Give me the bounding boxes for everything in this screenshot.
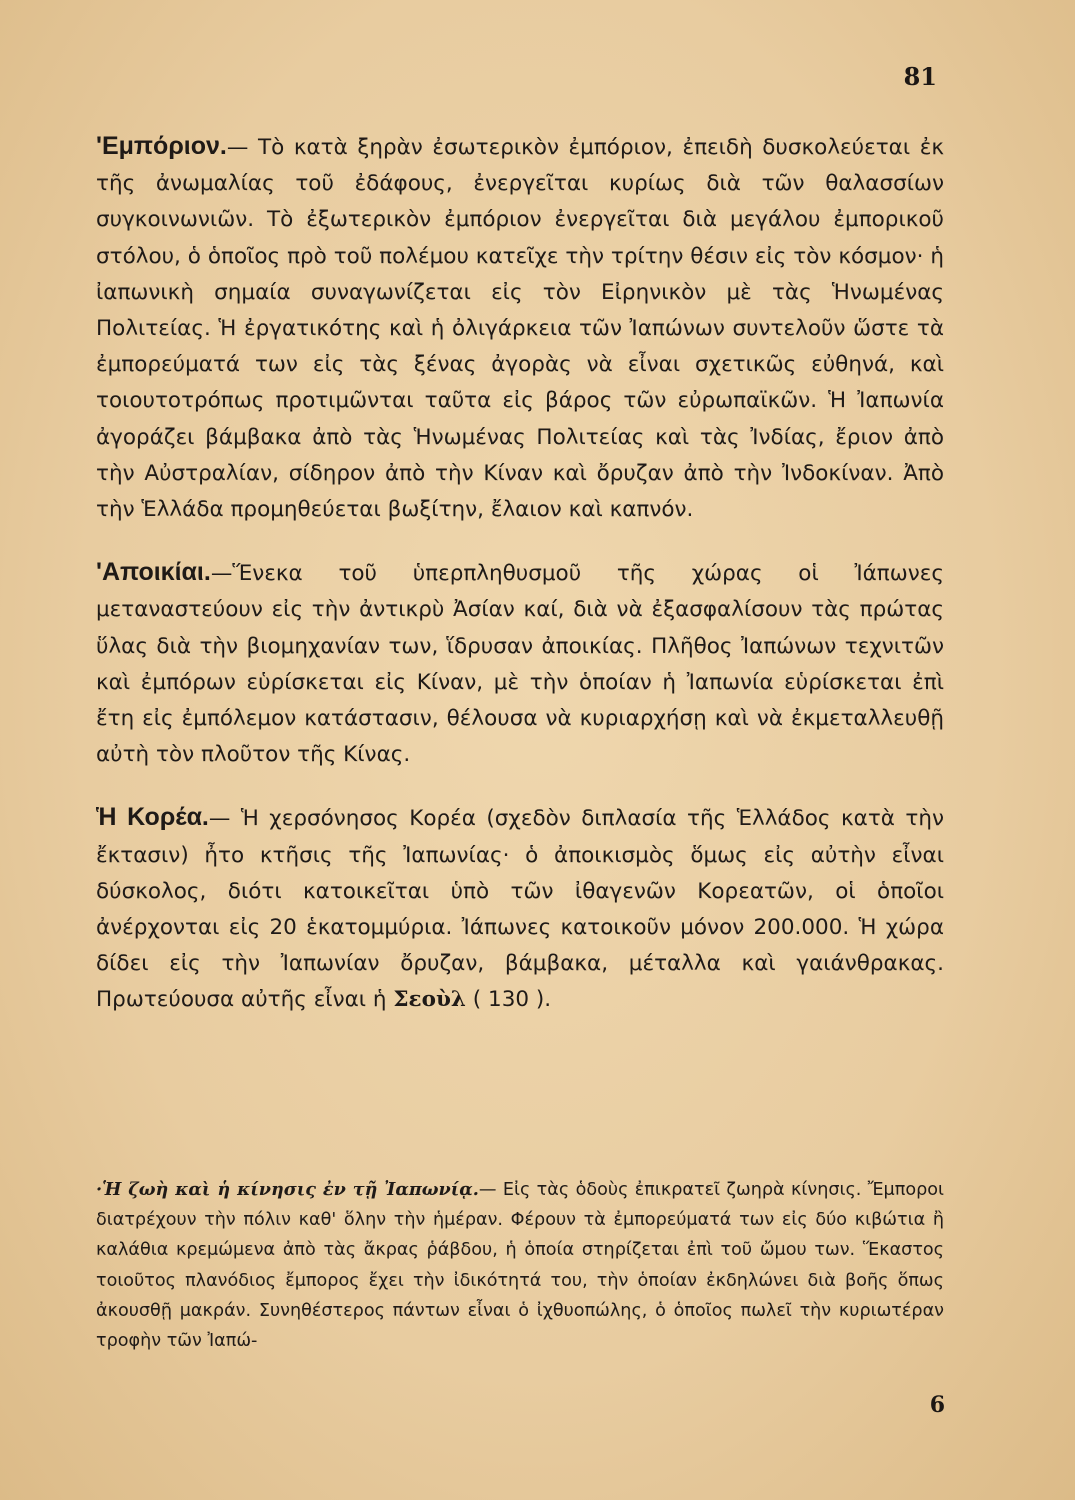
text-korea: — Ἡ χερσόνησος Κορέα (σχεδὸν διπλασία τῆς Ἑλλάδος κατὰ τὴν ἔκτασιν) ἦτο κτῆσις τῆς Ἰαπωνίας· ὁ ἀποικισμὸς ὅμως εἰς αὐτὴν εἶναι δύσκολος, διότι κατοικεῖται ὑπὸ τῶν ἰθαγενῶν Κορεατῶν, οἱ ὁποῖοι ἀνέρχονται εἰς 20 ἑκατομμύρια. Ἰάπωνες κατοικοῦν μόνον 200.000. Ἡ χώρα δίδει εἰς τὴν Ἰαπωνίαν ὄρυζαν, βάμβακα, μέταλλα καὶ γαιάνθρακας. Πρωτεύουσα αὐτῆς εἶναι ἡ (96, 806, 944, 1013)
text-commerce: — Τὸ κατὰ ξηρὰν ἐσωτερικὸν ἐμπόριον, ἐπειδὴ δυσκολεύεται ἐκ τῆς ἀνωμαλίας τοῦ ἐδάφους, ἐνεργεῖται κυρίως διὰ τῶν θαλασσίων συγκοινωνιῶν. Τὸ ἐξωτερικὸν ἐμπόριον ἐνεργεῖται διὰ μεγάλου ἐμπορικοῦ στόλου, ὁ ὁποῖος πρὸ τοῦ πολέμου κατεῖχε τὴν τρίτην θέσιν εἰς τὸν κόσμον· ἡ ἰαπωνικὴ σημαία συναγωνίζεται εἰς τὸν Εἰρηνικὸν μὲ τὰς Ἡνωμένας Πολιτείας. Ἡ ἐργατικότης καὶ ἡ ὀλιγάρκεια τῶν Ἰαπώνων συντελοῦν ὥστε τὰ ἐμπορεύματά των εἰς τὰς ξένας ἀγορὰς νὰ εἶναι σχετικῶς εὐθηνά, καὶ τοιουτοτρόπως προτιμῶνται ταῦτα εἰς βάρος τῶν εὐρωπαϊκῶν. Ἡ Ἰαπωνία ἀγοράζει βάμβακα ἀπὸ τὰς Ἡνωμένας Πολιτείας καὶ τὰς Ἰνδίας, ἔριον ἀπὸ τὴν Αὐστραλίαν, σίδηρον ἀπὸ τὴν Κίναν καὶ ὄρυζαν ἀπὸ τὴν Ἰνδοκίναν. Ἀπὸ τὴν Ἑλλάδα προμηθεύεται βωξίτην, ἔλαιον καὶ καπνόν. (96, 135, 944, 523)
capital-seoul: Σεοὺλ (393, 987, 466, 1013)
footnote-text: — Εἰς τὰς ὁδοὺς ἐπικρατεῖ ζωηρὰ κίνησις. Ἔμποροι διατρέχουν τὴν πόλιν καθ' ὅλην τὴν ἡμέραν. Φέρουν τὰ ἐμπορεύματά των εἰς δύο κιβώτια ἢ καλάθια κρεμώμενα ἀπὸ τὰς ἄκρας ῥάβδου, ἡ ὁποία στηρίζεται ἐπὶ τοῦ ὤμου των. Ἕκαστος τοιοῦτος πλανόδιος ἔμπορος ἔχει τὴν ἰδικότητά του, τὴν ὁποίαν ἐκδηλώνει διὰ βοῆς ὅπως ἀκουσθῇ μακράν. Συνηθέστερος πάντων εἶναι ὁ ἰχθυοπώλης, ὁ ὁποῖος πωλεῖ τὴν κυριωτέραν τροφὴν τῶν Ἰαπώ- (96, 1180, 944, 1352)
paragraph-colonies (96, 554, 944, 773)
heading-korea: Ἡ Κορέα. (96, 803, 209, 832)
main-text (96, 128, 944, 1045)
heading-commerce: 'Εμπόριον. (96, 132, 227, 160)
paragraph-commerce (96, 128, 944, 528)
footnote (96, 1175, 944, 1356)
paragraph-korea (96, 799, 944, 1018)
footnote-heading: ·Ἡ ζωὴ καὶ ἡ κίνησις ἐν τῇ Ἰαπωνίᾳ. (96, 1179, 479, 1200)
page-number: 81 (903, 62, 937, 91)
text-colonies: —Ἕνεκα τοῦ ὑπερπληθυσμοῦ τῆς χώρας οἱ Ἰάπωνες μεταναστεύουν εἰς τὴν ἀντικρὺ Ἀσίαν καί, διὰ νὰ ἐξασφαλίσουν τὰς πρώτας ὕλας διὰ τὴν βιομηχανίαν των, ἵδρυσαν ἀποικίας. Πλῆθος Ἰαπώνων τεχνιτῶν καὶ ἐμπόρων εὑρίσκεται εἰς Κίναν, μὲ τὴν ὁποίαν ἡ Ἰαπωνία εὑρίσκεται ἐπὶ ἔτη εἰς ἐμπόλεμον κατάστασιν, θέλουσα νὰ κυριαρχήσῃ καὶ νὰ ἐκμεταλλευθῇ αὐτὴ τὸν πλοῦτον τῆς Κίνας. (96, 561, 944, 768)
signature-mark: 6 (929, 1392, 945, 1418)
text-korea-end: ( 130 ). (465, 987, 552, 1013)
heading-colonies: 'Αποικίαι. (96, 558, 211, 587)
